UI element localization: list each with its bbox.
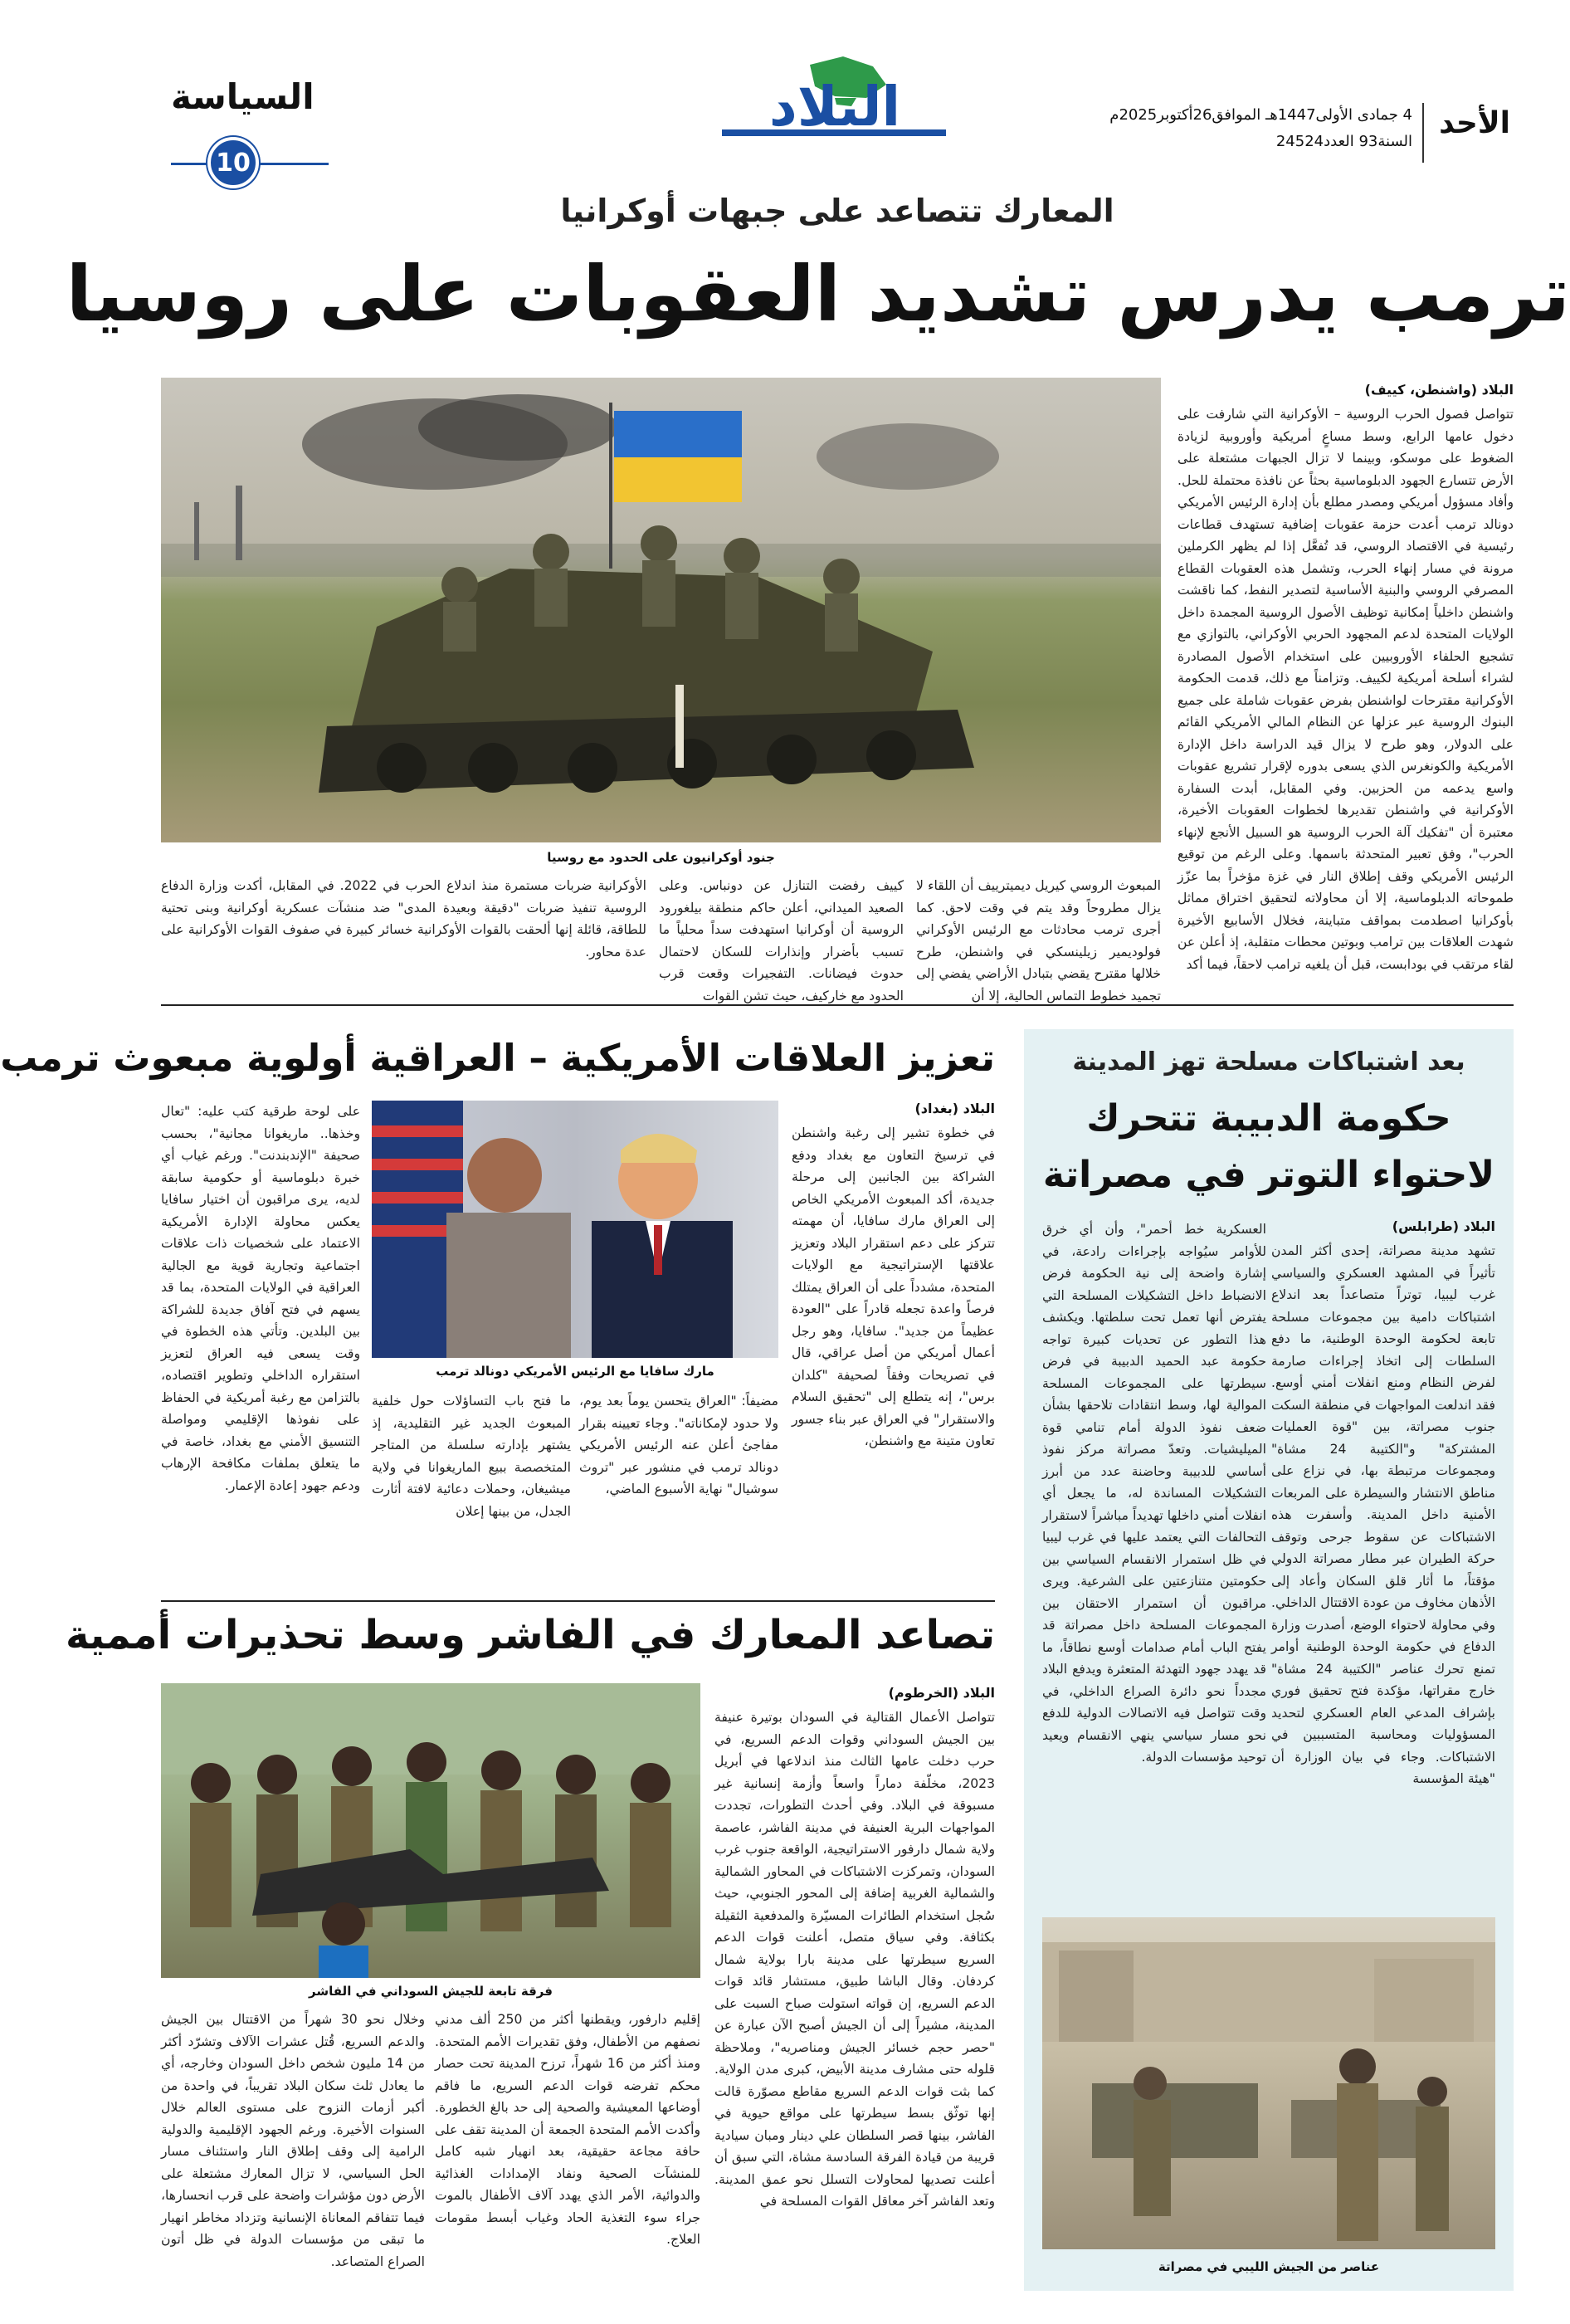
iraq-dateline: البلاد (بغداد) (914, 1101, 995, 1116)
sudan-column-1: تتواصل الأعمال القتالية في السودان بوتيرة عنيفة بين الجيش السوداني وقوات الدعم السريع، في حرب دخلت عامها الثالث منذ اندلاعها في أبريل 2023، مخلّفة دماراً واسعاً وأزمة إنسانية غير مسبوقة في البلاد. وفي أحدث التطورات، تجددت المواجهات البرية العنيفة في مدينة الفاشر، عاصمة ولاية شمال دارفور الاستراتيجية، الواقعة جنوب غرب السودان، وتمركزت الاشتباكات في المحاور الشمالية والشمالية الغربية إضافة إلى المحور الجنوبي، حيث سُجل استخدام الطائرات المسيّرة والمدفعية الثقيلة بكثافة. وفي سياق متصل، أعلنت قوات الدعم السريع سيطرتها على مدينة بارا بولاية شمال كردفان. وقال الباشا طبيق، مستشار قائد قوات الدعم السريع، إن قواته استولت صباح السبت على المدينة، مشيراً إلى أن الجيش أصبح الآن عبارة عن "حصر حجم خسائر الجيش ومناصريه"، وملاحظة قلوله حتى مشارف مدينة الأبيض، كبرى مدن الولاية. كما بثت قوات الدعم السريع مقاطع مصوّرة قالت إنها توثّق بسط سيطرتها على مواقع حيوية في الفاشر، بينها قصر السلطان علي دينار ومبان سيادية قريبة من قيادة الفرقة السادسة مشاة، التي سبق أن أعلنت تصديها لمحاولات التسلل نحو عمق المدينة. وتعد الفاشر آخر معاقل القوات المسلحة في (714, 1710, 995, 2209)
newspaper-logo (710, 50, 959, 149)
lead-headline: ترمب يدرس تشديد العقوبات على روسيا (66, 250, 1570, 339)
sudan-photo-caption: فرقة تابعة للجيش السوداني في الفاشر (309, 1984, 553, 1999)
libya-photo-caption: عناصر من الجيش الليبي في مصراتة (1158, 2259, 1380, 2274)
libya-headline-line1: حكومة الدبيبة تتحرك (1086, 1097, 1451, 1140)
lead-column-1: تتواصل فصول الحرب الروسية – الأوكرانية التي شارفت على دخول عامها الرابع، وسط مساعٍ أمريكية وأوروبية لزيادة الضغوط على موسكو، وبينما لا تزال الجبهات مشتعلة على الأرض تتسارع الجهود الدبلوماسية بحثاً عن نافذة محتملة للحل. وأفاد مسؤول أمريكي ومصدر مطلع بأن إدارة الرئيس الأمريكي دونالد ترمب أعدت حزمة عقوبات إضافية تستهدف قطاعات رئيسية في الاقتصاد الروسي، قد تُفعَّل إذا لم يظهر الكرملين مرونة في مسار إنهاء الحرب، وتشمل هذه العقوبات القطاع المصرفي الروسي والبنية الأساسية لتصدير النفط، كما ناقشت واشنطن داخلياً إمكانية توظيف الأصول الروسية المجمدة داخل الولايات المتحدة لدعم المجهود الحربي الأوكراني، بالتوازي مع تشجيع الحلفاء الأوروبيين على استخدام الأصول المصادرة لشراء أسلحة أمريكية لكييف. وتزامناً مع ذلك، قدمت الحكومة الأوكرانية مقترحات لواشنطن بفرض عقوبات شاملة على جميع البنوك الروسية عبر عزلها عن النظام المالي الأمريكي القائم على الدولار، وهو طرح لا يزال قيد الدراسة داخل الإدارة الأمريكية والكونغرس الذي يسعى بدوره لإقرار تشريع عقوبات واسع يدعمه من الحزبين. وفي المقابل، أبدت السفارة الأوكرانية في واشنطن تقديرها لخطوات العقوبات الأخيرة، معتبرة أن "تفكيك آلة الحرب الروسية هو السبيل الأنجع لإنهاء الحرب"، وفق تعبير المتحدثة باسمها. وعلى الرغم من توقيع الرئيس الأمريكي وقف إطلاق النار في غزة مؤخراً بما عزّز طموحاته الدبلوماسية، إلا أن محاولاته لتحقيق اختراق مماثل بأوكرانيا اصطدمت بمواقف متباينة، فخلال الأسابيع الأخيرة شهدت العلاقات بين ترامب وبوتين محطات متقلبة، إذ أعلن عن لقاء مرتقب في بودابست، قبل أن يلغيه ترامب لاحقاً، فيما أكد (1178, 407, 1514, 972)
libya-column-2: العسكرية خط أحمر"، وأن أي خرق للأوامر سيُواجه بإجراءات رادعة، في إشارة واضحة إلى نية الحكومة فرض الانضباط داخل التشكيلات المسلحة التي يفترض أنها تعمل تحت سلطتها. ويكشف هذا التطور عن تحديات كبيرة تواجه حكومة عبد الحميد الدبيبة في فرض سيطرتها على المجموعات المسلحة الموالية لها، وسط انتقادات تلاحقها بشأن ضعف نفوذ الدولة أمام تنامي قوة الميليشيات. وتعدّ مصراتة مركز نفوذ أساسي للدبيبة وحاضنة عدد من أبرز التشكيلات المساندة له، ما يجعل أي انفلات أمني داخلها تهديداً مباشراً لاستقرار التحالفات التي يعتمد عليها في غرب ليبيا في ظل استمرار الانقسام السياسي بين حكومتين متنازعتين على الشرعية. ويرى مراقبون أن استمرار الاحتقان بين المجموعات المسلحة داخل مصراتة قد يفتح الباب أمام صدامات أوسع نطاقاً، ما قد يهدد جهود التهدئة المتعثرة ويدفع البلاد مجدداً نحو دائرة الصراع الداخلي، في وقت تتواصل فيه الاتصالات الدولية للدفع نحو مسار سياسي ينهي الانقسام ويعيد توحيد مؤسسات الدولة. (1042, 1222, 1266, 1765)
masthead (105, 0, 1570, 178)
page-number: 10 (216, 148, 251, 178)
lead-bottom-rule (161, 1004, 1514, 1006)
libya-story-box (1024, 1029, 1514, 2291)
iraq-column-3: ما فتح باب التساؤلات حول خلفية المبعوث الجديد غير التقليدية، إذ يشتهر بإدارته سلسلة من المتاجر المتخصصة ببيع الماريغوانا في ولاية ميشيغان، وحملات دعائية لافتة أثارت الجدل، من بينها إعلان (372, 1394, 571, 1519)
sudan-troops-photo (161, 1683, 700, 1978)
logo-text: البلاد (768, 75, 901, 139)
sudan-column-2: إقليم دارفور، ويقطنها أكثر من 250 ألف مدني نصفهم من الأطفال، وفق تقديرات الأمم المتحدة. ومنذ أكثر من 16 شهراً، ترزح المدينة تحت حصار محكم تفرضه قوات الدعم السريع، ما فاقم أوضاعها المعيشية والصحية إلى حد بالغ الخطورة. وأكدت الأمم المتحدة الجمعة أن المدينة تقف على حافة مجاعة حقيقية، بعد انهيار شبه كامل للمنشآت الصحية ونفاد الإمدادات الغذائية والدوائية، الأمر الذي يهدد آلاف الأطفال بالموت جراء سوء التغذية الحاد وغياب أبسط مقومات العلاج. (435, 2012, 701, 2247)
sudan-column-3: وخلال نحو 30 شهراً من الاقتتال بين الجيش والدعم السريع، قُتل عشرات الآلاف وتشرّد أكثر من 14 مليون شخص داخل السودان وخارجه، أي ما يعادل ثلث سكان البلاد تقريباً، في واحدة من أكبر أزمات النزوح على مستوى العالم خلال السنوات الأخيرة. ورغم الجهود الإقليمية والدولية الرامية إلى وقف إطلاق النار واستئناف مسار الحل السياسي، لا تزال المعارك مشتعلة على الأرض دون مؤشرات واضحة على قرب انحسارها، فيما تتفاقم المعاناة الإنسانية وتزداد مخاطر انهيار ما تبقى من مؤسسات الدولة في ظل أتون الصراع المتصاعد. (161, 2012, 426, 2269)
sudan-headline: تصاعد المعارك في الفاشر وسط تحذيرات أممية (65, 1612, 995, 1658)
libya-kicker: بعد اشتباكات مسلحة تهز المدينة (1072, 1047, 1465, 1077)
lead-column-2: المبعوث الروسي كيريل ديميترييف أن اللقاء لا يزال مطروحاً وقد يتم في وقت لاحق. كما أجرى ترمب محادثات مع الرئيس الأوكراني فولوديمير زيلينسكي في واشنطن، طرح خلالها مقترح يقضي بتبادل الأراضي يفضي إلى تجميد خطوط التماس الحالية، إلا أن (916, 878, 1161, 1003)
date-line: 4 جمادى الأولى1447هـ الموافق26أكتوبر2025م (1109, 106, 1412, 124)
header-divider (1422, 103, 1424, 163)
iraq-photo-caption: مارك سافايا مع الرئيس الأمريكي دونالد ترمب (436, 1364, 714, 1379)
section-title: السياسة (171, 76, 314, 117)
libya-column-1: تشهد مدينة مصراتة، إحدى أكثر المدن تأثيراً في المشهد العسكري والسياسي غرب ليبيا، توتراً متصاعداً بعد اندلاع اشتباكات دامية بين مجموعات مسلحة تابعة لحكومة الوحدة الوطنية، ما دفع السلطات إلى اتخاذ إجراءات صارمة لفرض النظام ومنع انفلات أمني أوسع. فقد اندلعت المواجهات في منطقة السكت جنوب مصراتة، بين "قوة العمليات المشتركة" و"الكتيبة 24 مشاة" ومجموعات مرتبطة بها، في نزاع على مناطق الانتشار والسيطرة على المربعات الأمنية داخل المدينة. وأسفرت هذه الاشتباكات عن سقوط جرحى وتوقف حركة الطيران عبر مطار مصراتة الدولي مؤقتاً، ما أثار قلق السكان وأعاد إلى الأذهان مخاوف من عودة الاقتتال الداخلي. وفي محاولة لاحتواء الوضع، أصدرت وزارة الدفاع في حكومة الوحدة الوطنية أوامر تمنع تحرك عناصر "الكتيبة 24 مشاة" خارج مقراتها، مؤكدة فتح تحقيق فوري بإشراف المدعي العام العسكري لتحديد المسؤوليات ومحاسبة المتسببين في الاشتباكات. وجاء في بيان الوزارة أن "هيئة المؤسسة (1271, 1243, 1495, 1786)
libya-soldiers-photo (1042, 1917, 1495, 2249)
lead-dateline: البلاد (واشنطن، كييف) (1364, 382, 1514, 398)
libya-dateline: البلاد (طرابلس) (1392, 1218, 1495, 1234)
iraq-envoy-photo (372, 1101, 778, 1358)
ukraine-photo-caption: جنود أوكرانيون على الحدود مع روسيا (547, 850, 775, 865)
iraq-column-1: في خطوة تشير إلى رغبة واشنطن في ترسيخ التعاون مع بغداد ودفع الشراكة بين الجانبين إلى مرحلة جديدة، أكد المبعوث الأمريكي الخاص إلى العراق مارك سافايا، أن مهمته تتركز على دعم استقرار البلاد وتعزيز علاقتها الإستراتيجية مع الولايات المتحدة، مشدداً على أن العراق يمتلك فرصاً واعدة تجعله قادراً على "العودة عظيماً من جديد". سافايا، وهو رجل أعمال أمريكي من أصل عراقي، قال في تصريحات وفقاً لصحيفة "كلدان برس"، إنه يتطلع إلى "تحقيق السلام والاستقرار" في العراق عبر بناء جسور تعاون متينة مع واشنطن، (792, 1125, 995, 1448)
iraq-column-4: على لوحة طرقية كتب عليه: "تعال وخذها.. ماريغوانا مجانية"، بحسب صحيفة "الإندبندنت". ورغم غياب أي خبرة دبلوماسية أو حكومية سابقة لديه، يرى مراقبون أن اختيار سافايا يعكس محاولة الإدارة الأمريكية الاعتماد على شخصيات ذات علاقات اجتماعية وتجارية قوية مع الجالية العراقية في الولايات المتحدة، بما قد يسهم في فتح آفاق جديدة للشراكة بين البلدين. وتأتي هذه الخطوة في وقت يسعى فيه العراق لتعزيز استقراره الداخلي وتطوير اقتصاده، بالتزامن مع رغبة أمريكية في الحفاظ على نفوذها الإقليمي ومواصلة التنسيق الأمني مع بغداد، خاصة في ما يتعلق بملفات مكافحة الإرهاب ودعم جهود إعادة الإعمار. (161, 1104, 360, 1493)
sudan-dateline: البلاد (الخرطوم) (888, 1685, 995, 1701)
iraq-column-2: مضيفاً: "العراق يتحسن يوماً بعد يوم، ولا حدود لإمكاناته". وجاء تعيينه بقرار مفاجئ أعلن عنه الرئيس الأمريكي دونالد ترمب في منشور عبر "تروث سوشيال" نهاية الأسبوع الماضي، (579, 1394, 778, 1496)
libya-headline-line2: لاحتواء التوتر في مصراتة (1042, 1154, 1495, 1196)
lead-kicker: المعارك تتصاعد على جبهات أوكرانيا (560, 193, 1114, 229)
iraq-headline: تعزيز العلاقات الأمريكية – العراقية أولوية مبعوث ترمب (0, 1036, 995, 1080)
page-day: الأحد (1439, 106, 1510, 140)
lead-column-3: كييف رفضت التنازل عن دونباس. وعلى الصعيد الميداني، أعلن حاكم منطقة بيلغورود الروسية أن أوكرانيا استهدفت سداً محلياً ما تسبب بأضرار وإنذارات للسكان لاحتمال حدوث فيضانات. التفجيرات وقعت قرب الحدود مع خاركيف، حيث تشن القوات (659, 878, 904, 1003)
issue-line: السنة93 العدد24524 (1275, 133, 1412, 150)
iraq-bottom-rule (161, 1600, 995, 1602)
page-number-badge (207, 137, 259, 188)
lead-column-4: الأوكرانية ضربات مستمرة منذ اندلاع الحرب في 2022. في المقابل، أكدت وزارة الدفاع الروسية تنفيذ ضربات "دقيقة وبعيدة المدى" ضد منشآت عسكرية أوكرانية وبنى تحتية للطاقة، قائلة إنها ألحقت بالقوات الأوكرانية خسائر كبيرة في صفوف القوات الأوكرانية على عدة محاور. (161, 878, 646, 959)
ukraine-soldiers-photo (161, 378, 1161, 842)
